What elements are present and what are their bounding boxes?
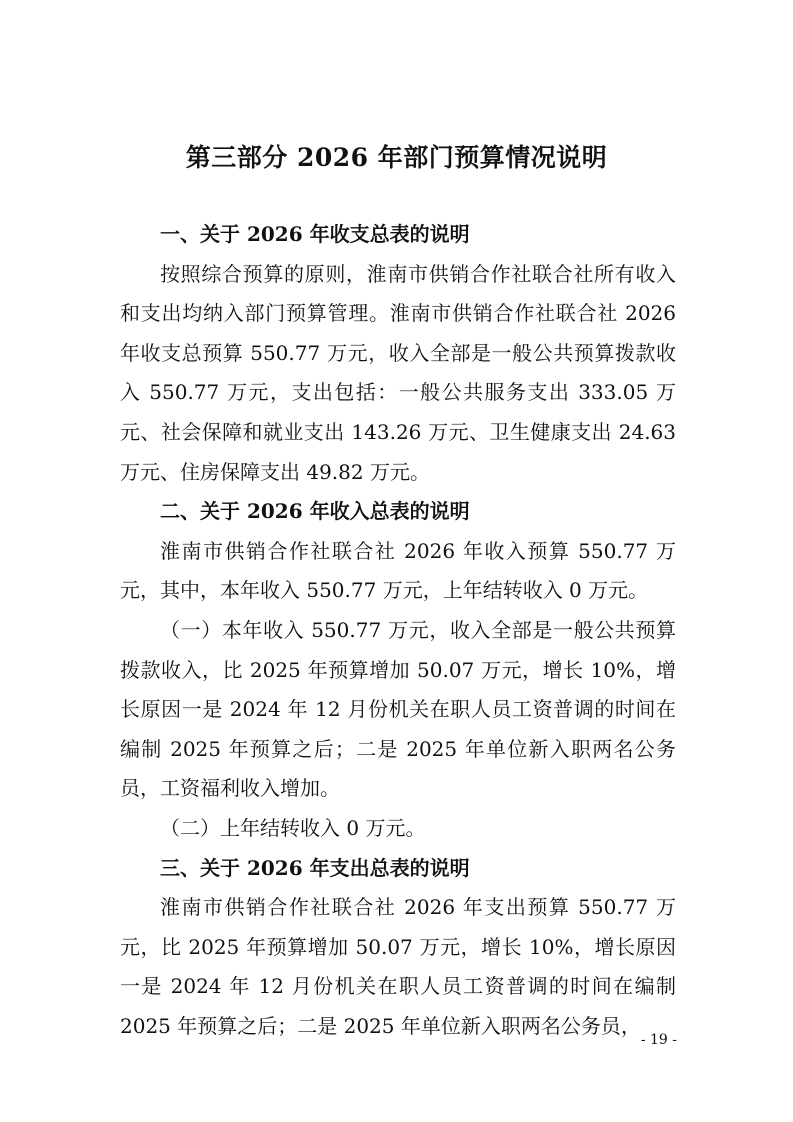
- document-body: [120, 215, 676, 1046]
- paragraph-4: （二）上年结转收入 0 万元。: [160, 815, 426, 840]
- page-title: 第三部分 2026 年部门预算情况说明: [185, 143, 608, 172]
- page-number: - 19 -: [640, 1032, 677, 1048]
- section-heading-1: 一、关于 2026 年收支总表的说明: [160, 222, 470, 246]
- section-heading-2: 二、关于 2026 年收入总表的说明: [160, 499, 470, 524]
- paragraph-2: 淮南市供销合作社联合社 2026 年收入预算 550.77 万元，其中，本年收入 550.77 万元，上年结转收入 0 万元。: [120, 538, 676, 603]
- section-heading-3: 三、关于 2026 年支出总表的说明: [160, 855, 470, 880]
- paragraph-5: 淮南市供销合作社联合社 2026 年支出预算 550.77 万元，比 2025 年预算增加 50.07 万元，增长 10%，增长原因一是 2024 年 12 月份机关在职人员工资普调的时间在编制 2025 年预算之后；二是 2025 年单位新入职两名公务员，: [120, 895, 676, 1038]
- paragraph-1: 按照综合预算的原则，淮南市供销合作社联合社所有收入和支出均纳入部门预算管理。淮南市供销合作社联合社 2026 年收支总预算 550.77 万元，收入全部是一般公共预算拨款收入 550.77 万元，支出包括：一般公共服务支出 333.05 万元、社会保障和就业支出 143.26 万元、卫生健康支出 24.63 万元、住房保障支出 49.82 万元。: [120, 261, 676, 484]
- paragraph-3: （一）本年收入 550.77 万元，收入全部是一般公共预算拨款收入，比 2025 年预算增加 50.07 万元，增长 10%，增长原因一是 2024 年 12 月份机关在职人员工资普调的时间在编制 2025 年预算之后；二是 2025 年单位新入职两名公务员，工资福利收入增加。: [120, 617, 676, 801]
